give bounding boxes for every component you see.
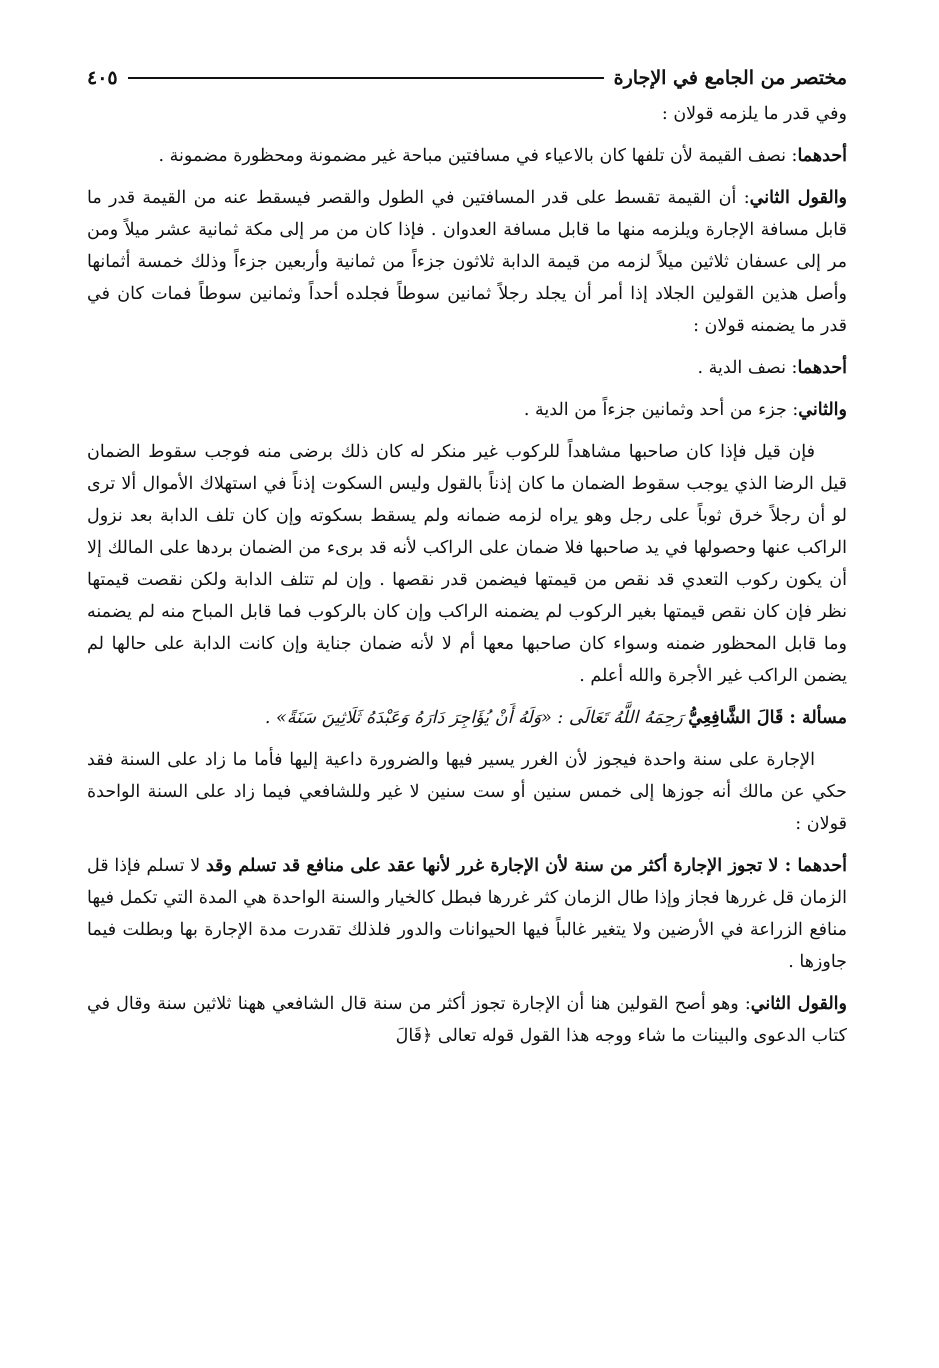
page-body — [87, 98, 847, 1052]
paragraph — [87, 988, 847, 1052]
paragraph-text: فإن قيل فإذا كان صاحبها مشاهداً للركوب غير منكر له كان ذلك برضى منه فوجب سقوط الضمان قيل الرضا الذي يوجب سقوط الضمان ما كان إذناً بالقول وليس السكوت إذناً في استهلاك الأموال ألا ترى لو أن رجلاً خرق ثوباً على رجل وهو يراه لزمه ضمانه ولم يسقط بسكوته وإن كان تلف الدابة بعد نزول الراكب عنها وحصولها في يد صاحبها فلا ضمان على الراكب لأنه قد برىء من الضمان بردها على المالك إلا أن يكون ركوب التعدي قد نقص من قيمتها فيضمن قدر نقصها . وإن لم تتلف الدابة ولكن نقصت قيمتها نظر فإن كان نقص قيمتها بغير الركوب لم يضمنه الراكب وإن كان بالركوب فما قابل المباح منه لم يضمنه وما قابل المحظور ضمنه وسواء كان صاحبها معها أم لا لأنه ضمان جناية وإن كانت الدابة على حالها لم يضمن الراكب غير الأجرة والله أعلم . — [87, 442, 847, 686]
paragraph — [87, 394, 847, 426]
paragraph-text: : وهو أصح القولين هنا أن الإجارة تجوز أكثر من سنة قال الشافعي ههنا ثلاثين سنة وقال في كتاب الدعوى والبينات ما شاء ووجه هذا القول قوله تعالى ﴿قَالَ — [87, 994, 847, 1046]
paragraph-lead: أحدهما — [797, 358, 847, 378]
paragraph-text: : أن القيمة تقسط على قدر المسافتين في الطول والقصر فيسقط عنه من القيمة قدر ما قابل مسافة الإجارة ويلزمه منها ما قابل مسافة العدوان . فإذا كان من مر إلى مكة ثمانية عشر ميلاً ومن مر إلى عسفان ثلاثين ميلاً لزمه من قيمة الدابة ثلاثون جزءاً من ثمانية وأربعين جزءاً وذلك خمسة أثمانها وأصل هذين القولين الجلاد إذا أمر أن يجلد رجلاً ثمانين سوطاً فجلده أحداً وثمانين سوطاً فمات كان في قدر ما يضمنه قولان : — [87, 188, 847, 336]
paragraph-lead: والقول الثاني — [749, 188, 848, 208]
paragraph-text: لا تسلم فإذا قل الزمان قل غررها فجاز وإذا طال الزمان كثر غررها فبطل كالخيار والسنة الواحدة هي المدة التي تكمل فيها منافع الزراعة في الأرضين ولا يتغير غالباً فيها الحيوانات والدور فلذلك تقدرت مدة الإجارة بها وبطلت فيما جاوزها . — [87, 856, 847, 972]
page-number: ٤٠٥ — [87, 67, 118, 89]
running-title: مختصر من الجامع في الإجارة — [613, 67, 847, 89]
paragraph — [87, 436, 847, 692]
page-header — [87, 60, 847, 96]
header-rule — [128, 77, 604, 79]
paragraph — [87, 140, 847, 172]
page — [87, 60, 847, 1062]
paragraph — [87, 744, 847, 840]
paragraph-text: وفي قدر ما يلزمه قولان : — [661, 104, 847, 124]
paragraph-lead: والثاني — [798, 400, 847, 420]
paragraph-text: : نصف القيمة لأن تلفها كان بالاعياء في مسافتين مباحة غير مضمونة ومحظورة مضمونة . — [158, 146, 798, 166]
paragraph-text: رَحِمَهُ اللَّهُ تَعَالَى : «وَلَهُ أَنْ يُؤَاجِرَ دَارَهُ وَعَبْدَهُ ثَلَاثِينَ سَنَةً» . — [264, 708, 689, 728]
paragraph-text: : جزء من أحد وثمانين جزءاً من الدية . — [523, 400, 799, 420]
paragraph-lead: والقول الثاني — [750, 994, 847, 1014]
paragraph — [87, 352, 847, 384]
paragraph — [87, 850, 847, 978]
masala-heading — [87, 702, 847, 734]
paragraph-text: الإجارة على سنة واحدة فيجوز لأن الغرر يسير فيها والضرورة داعية إليها فأما ما زاد على السنة فقد حكي عن مالك أنه جوزها إلى خمس سنين أو ست سنين لا غير وللشافعي فيما زاد على السنة الواحدة قولان : — [87, 750, 847, 834]
paragraph-text: : نصف الدية . — [697, 358, 798, 378]
paragraph-lead: أحدهما — [797, 146, 847, 166]
paragraph-lead: أحدهما : لا تجوز الإجارة أكثر من سنة لأن الإجارة غرر لأنها عقد على منافع قد تسلم وقد — [205, 856, 848, 876]
paragraph-lead: مسألة : قَالَ الشَّافِعِيُّ — [688, 708, 847, 728]
paragraph — [87, 182, 847, 342]
paragraph — [87, 98, 847, 130]
